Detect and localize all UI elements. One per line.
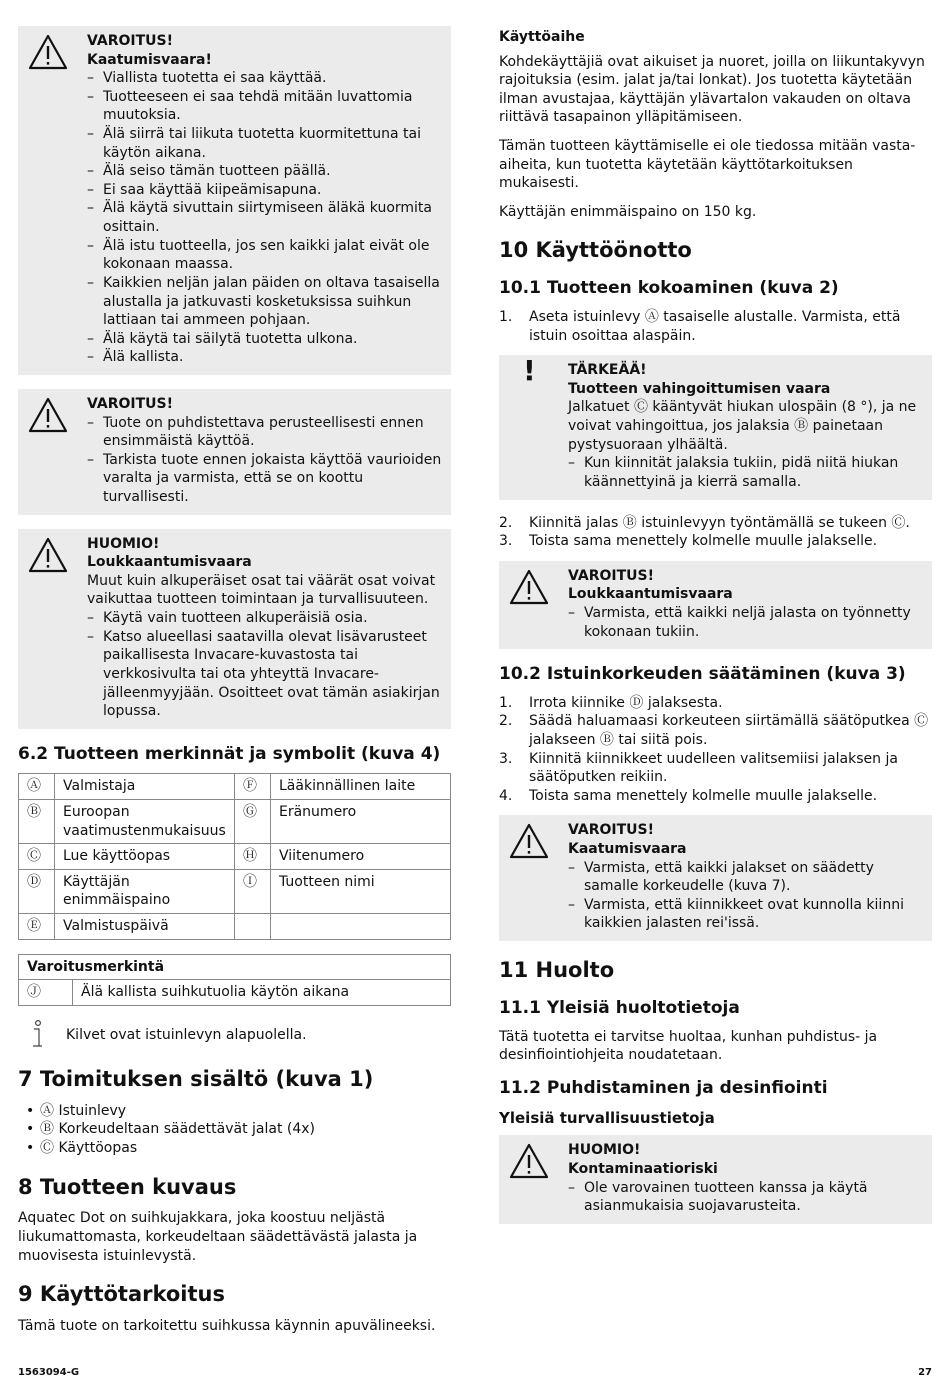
section-text: Tämä tuote on tarkoitettu suihkussa käynnin apuvälineeksi.	[18, 1318, 436, 1335]
label-cell: Euroopan vaatimustenmukaisuus	[55, 799, 235, 843]
warning-box-injury	[499, 561, 932, 649]
warning-item: – Älä käytä tai säilytä tuotetta ulkona.	[87, 330, 443, 349]
symbol-cell: Ⓕ	[235, 774, 271, 800]
symbol-cell: Ⓐ	[19, 774, 55, 800]
warning-item: – Tuote on puhdistettava perusteellisesti ennen ensimmäistä käyttöä.	[87, 414, 443, 451]
label-cell: Lue käyttöopas	[55, 844, 235, 870]
table-row	[19, 844, 451, 870]
warning-subtitle: Loukkaantumisvaara	[87, 554, 252, 571]
warning-item: – Käytä vain tuotteen alkuperäisiä osia.	[87, 609, 443, 628]
label-cell: Lääkinnällinen laite	[271, 774, 451, 800]
subsection-heading-indication: Käyttöaihe	[499, 29, 585, 45]
table-row	[19, 913, 451, 939]
paragraph: Kohdekäyttäjiä ovat aikuiset ja nuoret, joilla on liikuntakyvyn rajoituksia (esim. jalat ja/tai lonkat). Jos tuotetta käytetään ilman avustajaa, käyttäjän ylävartalon vakauden on oltava riittävä tasapainon ylläpitämiseen.	[499, 53, 925, 126]
warning-text: Jalkatuet Ⓒ kääntyvät hiukan ulospäin (8 °), ja ne voivat vahingoittua, jos jalaksia Ⓑ painetaan pystysuoraan ylhäältä.	[568, 399, 917, 453]
warning-triangle-icon	[28, 537, 68, 573]
subsection-heading-10-2: 10.2 Istuinkorkeuden säätäminen (kuva 3)	[499, 664, 906, 685]
table-row	[19, 799, 451, 843]
list-item: 1. Irrota kiinnike Ⓓ jalaksesta.	[499, 694, 723, 711]
list-item: 2. Kiinnitä jalas Ⓑ istuinlevyyn työntämällä se tukeen Ⓒ.	[499, 514, 910, 531]
warning-subtitle: Kaatumisvaara	[568, 841, 687, 858]
symbol-cell: Ⓖ	[235, 799, 271, 843]
warning-triangle-icon	[509, 823, 549, 859]
list-item: 3. Kiinnitä kiinnikkeet uudelleen valitsemiisi jalaksen ja säätöputken reikiin.	[499, 750, 898, 786]
symbol-cell: Ⓑ	[19, 799, 55, 843]
symbol-cell: Ⓗ	[235, 844, 271, 870]
warning-box-tipping	[18, 26, 451, 375]
exclamation-icon: !	[523, 354, 536, 388]
list-item: 4. Toista sama menettely kolmelle muulle jalakselle.	[499, 787, 878, 804]
warning-item: – Tuotteeseen ei saa tehdä mitään luvattomia muutoksia.	[87, 88, 443, 125]
warning-text: Muut kuin alkuperäiset osat tai väärät osat voivat vaikuttaa tuotteen toimintaan ja turvallisuuteen.	[87, 572, 436, 608]
section-heading-11: 11 Huolto	[499, 958, 615, 983]
warning-triangle-icon	[509, 569, 549, 605]
section-heading-10: 10 Käyttöönotto	[499, 238, 692, 263]
warning-item: – Ole varovainen tuotteen kanssa ja käytä asianmukaisia suojavarusteita.	[568, 1179, 924, 1216]
warning-title: VAROITUS!	[87, 395, 173, 412]
label-cell: Valmistaja	[55, 774, 235, 800]
list-item: 3. Toista sama menettely kolmelle muulle jalakselle.	[499, 533, 878, 550]
table-header-row	[19, 954, 451, 980]
section-heading-6-2: 6.2 Tuotteen merkinnät ja symbolit (kuva 4)	[18, 743, 441, 764]
label-cell: Älä kallista suihkutuolia käytön aikana	[73, 980, 451, 1006]
warning-item: – Älä käytä sivuttain siirtymiseen äläkä kuormita osittain.	[87, 199, 443, 236]
table-row	[19, 869, 451, 913]
subsection-heading-safety: Yleisiä turvallisuustietoja	[499, 1109, 715, 1128]
symbol-cell: Ⓓ	[19, 869, 55, 913]
assembly-steps	[499, 308, 932, 345]
warning-item: – Älä istu tuotteella, jos sen kaikki jalat eivät ole kokonaan maassa.	[87, 237, 443, 274]
section-heading-9: 9 Käyttötarkoitus	[18, 1282, 225, 1307]
section-heading-8: 8 Tuotteen kuvaus	[18, 1174, 237, 1199]
delivery-contents-list	[18, 1102, 451, 1158]
warning-item: – Varmista, että kiinnikkeet ovat kunnolla kiinni kaikkien jalasten rei'issä.	[568, 896, 924, 933]
warning-subtitle: Kaatumisvaara!	[87, 51, 212, 68]
warning-title: VAROITUS!	[568, 822, 654, 839]
symbol-cell: Ⓒ	[19, 844, 55, 870]
label-cell	[271, 913, 451, 939]
list-item: • Ⓑ Korkeudeltaan säädettävät jalat (4x)	[18, 1120, 451, 1139]
paragraph: Käyttäjän enimmäispaino on 150 kg.	[499, 203, 757, 220]
warning-item: – Älä siirrä tai liikuta tuotetta kuormitettuna tai käytön aikana.	[87, 125, 443, 162]
warning-triangle-icon	[28, 397, 68, 433]
symbol-cell: Ⓔ	[19, 913, 55, 939]
left-column	[18, 26, 451, 1346]
list-item: 2. Säädä haluamaasi korkeuteen siirtämällä säätöputkea Ⓒ jalakseen Ⓑ tai siitä pois.	[499, 713, 929, 748]
warning-item: – Älä kallista.	[87, 348, 443, 367]
label-cell: Tuotteen nimi	[271, 869, 451, 913]
warning-title: VAROITUS!	[87, 33, 173, 49]
warning-item: – Kaikkien neljän jalan päiden on oltava tasaisella alustalla ja jatkuvasti kosketuksissa suihkun lattiaan tai ammeen pohjaan.	[87, 274, 443, 330]
footer-doc-number: 1563094-G	[18, 1367, 80, 1378]
warning-triangle-icon	[509, 1143, 549, 1179]
table-row	[19, 980, 451, 1006]
warning-item: – Varmista, että kaikki neljä jalasta on työnnetty kokonaan tukiin.	[568, 604, 924, 641]
subsection-heading-10-1: 10.1 Tuotteen kokoaminen (kuva 2)	[499, 278, 839, 299]
warning-item: – Ei saa käyttää kiipeämisapuna.	[87, 181, 443, 200]
label-cell: Valmistuspäivä	[55, 913, 235, 939]
table-row	[19, 774, 451, 800]
warning-item: – Älä seiso tämän tuotteen päällä.	[87, 162, 443, 181]
info-icon	[30, 1020, 44, 1050]
symbol-cell: Ⓘ	[235, 869, 271, 913]
label-cell: Käyttäjän enimmäispaino	[55, 869, 235, 913]
list-item: 1. Aseta istuinlevy Ⓐ tasaiselle alustalle. Varmista, että istuin osoittaa alaspäin.	[499, 309, 901, 344]
symbol-cell: Ⓙ	[19, 980, 73, 1006]
footer-page-number: 27	[918, 1367, 932, 1378]
warning-triangle-icon	[28, 34, 68, 70]
section-text: Aquatec Dot on suihkujakkara, joka koostuu neljästä liukumattomasta, korkeudeltaan säädettävästä jalasta ja muovisesta istuinlevystä.	[18, 1210, 418, 1264]
label-cell: Viitenumero	[271, 844, 451, 870]
subsection-heading-11-1: 11.1 Yleisiä huoltotietoja	[499, 998, 740, 1018]
warning-subtitle: Tuotteen vahingoittumisen vaara	[568, 380, 831, 397]
warning-label-table	[18, 954, 451, 1006]
warning-item: – Viallista tuotetta ei saa käyttää.	[87, 69, 443, 88]
symbol-cell	[235, 913, 271, 939]
warning-title: HUOMIO!	[568, 1142, 641, 1159]
warning-box-tipping-height	[499, 815, 932, 941]
warning-subtitle: Loukkaantumisvaara	[568, 586, 733, 603]
caution-box-contamination	[499, 1135, 932, 1223]
table-header: Varoitusmerkintä	[19, 954, 451, 980]
list-item: • Ⓐ Istuinlevy	[18, 1102, 451, 1121]
section-heading-7: 7 Toimituksen sisältö (kuva 1)	[18, 1066, 374, 1091]
assembly-steps-continued	[499, 514, 932, 551]
warning-item: – Kun kiinnität jalaksia tukiin, pidä niitä hiukan käännettyinä ja kierrä samalla.	[568, 454, 924, 491]
paragraph: Tämän tuotteen käyttämiselle ei ole tiedossa mitään vasta-aiheita, kun tuotetta käytetään käyttötarkoituksen mukaisesti.	[499, 138, 916, 192]
symbols-table	[18, 773, 451, 939]
warning-title: VAROITUS!	[568, 567, 654, 584]
warning-subtitle: Kontaminaatioriski	[568, 1160, 718, 1177]
warning-box-cleaning	[18, 389, 451, 515]
subsection-heading-11-2: 11.2 Puhdistaminen ja desinfiointi	[499, 1077, 828, 1098]
warning-item: – Katso alueellasi saatavilla olevat lisävarusteet paikallisesta Invacare-kuvastosta tai verkkosivulta tai ota yhteyttä Invacare-jälleenmyyjään. Osoitteet ovat tämän asiakirjan lopussa.	[87, 628, 443, 721]
paragraph: Tätä tuotetta ei tarvitse huoltaa, kunhan puhdistus- ja desinfiointiohjeita noudatetaan.	[499, 1028, 878, 1064]
warning-item: – Tarkista tuote ennen jokaista käyttöä vaurioiden varalta ja varmista, että se on koottu turvallisesti.	[87, 451, 443, 507]
warning-title: TÄRKEÄÄ!	[568, 362, 647, 379]
important-box-damage	[499, 355, 932, 499]
label-cell: Eränumero	[271, 799, 451, 843]
caution-box-injury	[18, 529, 451, 729]
warning-item: – Varmista, että kaikki jalakset on säädetty samalle korkeudelle (kuva 7).	[568, 859, 924, 896]
height-adjust-steps	[499, 694, 932, 806]
right-column	[499, 28, 932, 1238]
info-note	[18, 1020, 451, 1050]
info-text: Kilvet ovat istuinlevyn alapuolella.	[66, 1026, 307, 1043]
list-item: • Ⓒ Käyttöopas	[18, 1139, 451, 1158]
warning-title: HUOMIO!	[87, 535, 160, 552]
